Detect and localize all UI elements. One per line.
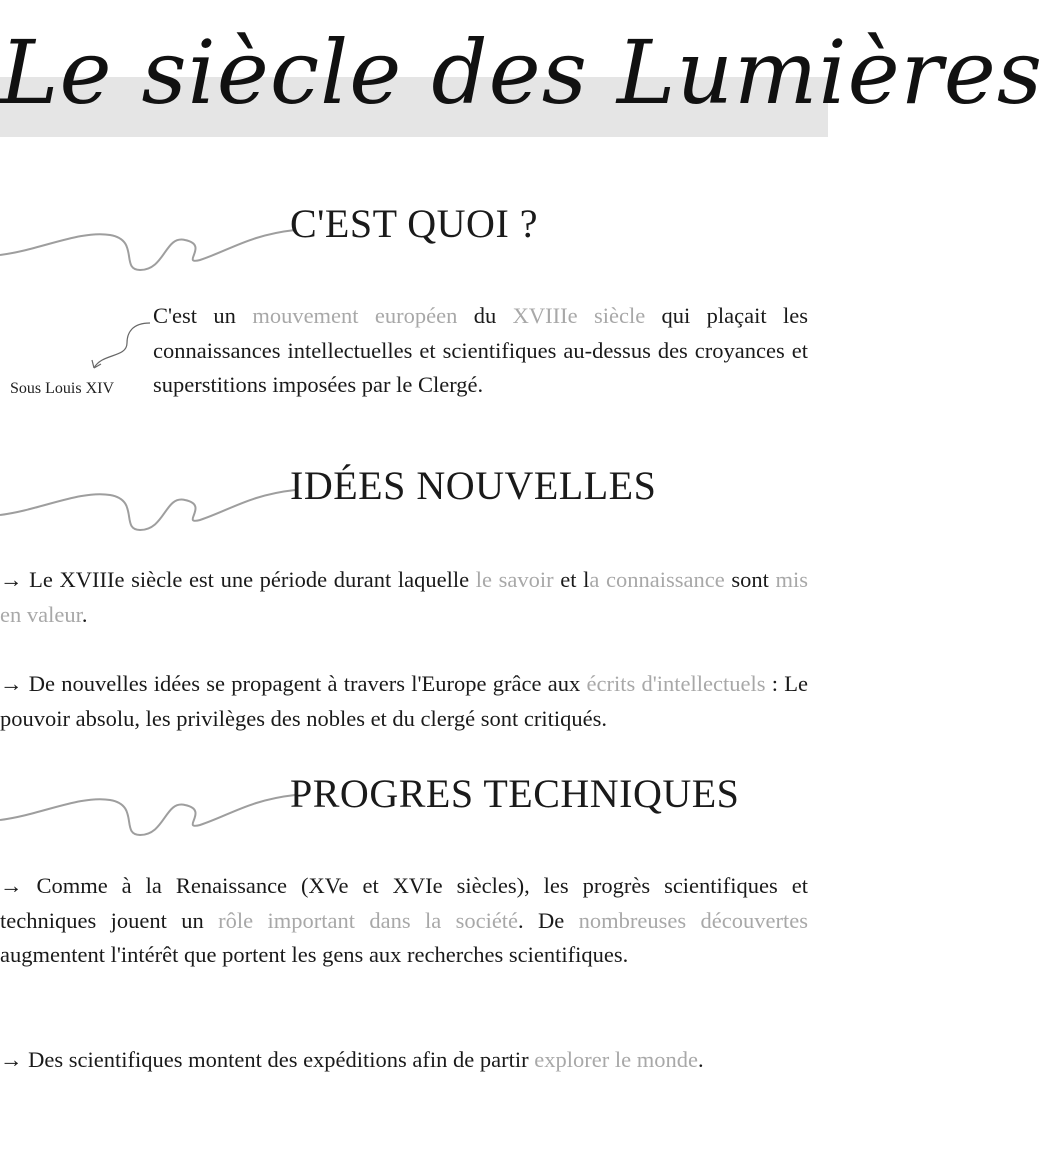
paragraph-idees-2 <box>0 667 808 736</box>
text-run: augmentent l'intérêt que portent les gens aux recherches scientifiques. <box>0 942 629 967</box>
text-run: . De <box>518 907 579 933</box>
side-note: Sous Louis XIV <box>10 380 115 397</box>
text-run: et l <box>553 567 590 592</box>
paragraph-idees-1 <box>0 563 808 632</box>
heading-progres-techniques: PROGRES TECHNIQUES <box>290 771 740 816</box>
text-run: → Le XVIIIe siècle est une période durant laquelle <box>0 567 476 592</box>
curved-arrow-icon <box>82 318 152 378</box>
text-run: sont <box>724 567 776 592</box>
paragraph-definition <box>153 299 808 403</box>
highlighted-text: le savoir <box>475 567 554 592</box>
swirl-divider-2 <box>0 470 300 550</box>
highlighted-text: nombreuses découvertes <box>578 907 808 933</box>
highlighted-text: explorer le monde <box>534 1047 698 1072</box>
highlighted-text: mouvement européen <box>252 303 458 328</box>
highlighted-text: écrits d'intellectuels <box>586 671 766 696</box>
text-run: qui plaçait les connaissances intellectuelles et scientifiques au-dessus des croyances et superstitions imposées par le Clergé. <box>153 303 809 397</box>
swirl-divider-3 <box>0 775 300 855</box>
text-run: → Des scientifiques montent des expéditions afin de partir <box>0 1047 535 1072</box>
swirl-divider-1 <box>0 210 300 290</box>
text-run: C'est un <box>153 303 253 328</box>
highlighted-text: a connaissance <box>589 567 725 592</box>
text-run: → De nouvelles idées se propagent à travers l'Europe grâce aux <box>0 671 587 696</box>
text-run: . <box>697 1047 704 1072</box>
text-run: . <box>81 601 88 627</box>
text-run: → Comme à la Renaissance (XVe et XVIe siècles), les progrès scientifiques et techniques jouent un <box>0 873 808 933</box>
paragraph-progres-1 <box>0 869 808 973</box>
highlighted-text: rôle important dans la société <box>218 907 519 933</box>
heading-cest-quoi: C'EST QUOI ? <box>290 201 539 246</box>
heading-idees-nouvelles: IDÉES NOUVELLES <box>290 463 657 508</box>
highlighted-text: mis en valeur <box>0 567 808 627</box>
page-title: Le siècle des Lumières <box>0 21 1043 124</box>
text-run: du <box>457 303 513 328</box>
paragraph-progres-2 <box>0 1043 808 1078</box>
highlighted-text: XVIIIe siècle <box>512 303 646 328</box>
text-run: : Le pouvoir absolu, les privilèges des nobles et du clergé sont critiqués. <box>0 671 809 731</box>
